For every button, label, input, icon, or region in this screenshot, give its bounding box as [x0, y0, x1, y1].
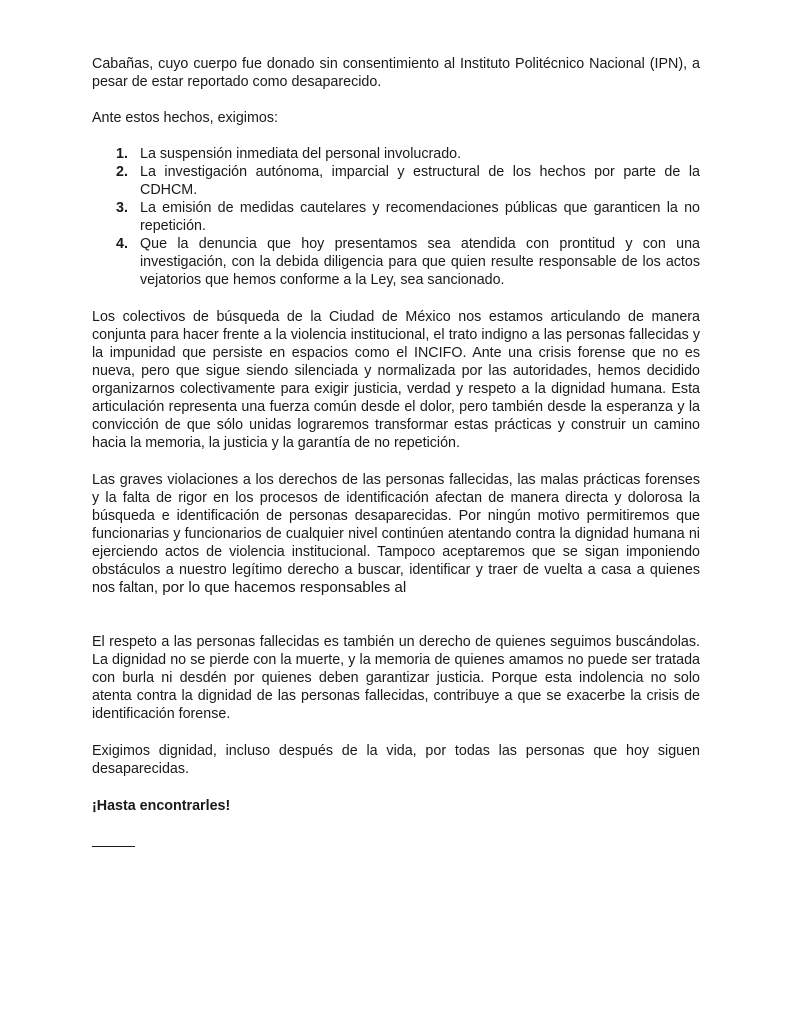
list-item — [92, 145, 700, 163]
demands-list — [92, 145, 700, 289]
closing-slogan: ¡Hasta encontrarles! — [92, 798, 231, 814]
list-item-number: 1. — [116, 146, 128, 162]
document-page — [92, 55, 700, 847]
paragraph-exigimos-lead: Ante estos hechos, exigimos: — [92, 110, 278, 126]
list-item — [92, 235, 700, 289]
list-item-text: La suspensión inmediata del personal involucrado. — [140, 146, 462, 162]
paragraph-respeto: El respeto a las personas fallecidas es también un derecho de quienes seguimos buscándolas. La dignidad no se pierde con la muerte, y la memoria de quienes amamos no puede ser tratada con burla ni desdén por quienes deben garantizar justicia. Porque esta indolencia no solo atenta contra la dignidad de las personas fallecidas, contribuye a que se exacerbe la crisis de identificación forense. — [92, 634, 700, 722]
paragraph-exigimos-dignidad: Exigimos dignidad, incluso después de la vida, por todas las personas que hoy siguen desaparecidas. — [92, 743, 700, 777]
paragraph-violaciones-tail: por lo que hacemos responsables al — [157, 579, 407, 596]
paragraph-intro: Cabañas, cuyo cuerpo fue donado sin consentimiento al Instituto Politécnico Nacional (IPN), a pesar de estar reportado como desaparecido. — [92, 56, 700, 90]
list-item-text: La investigación autónoma, imparcial y estructural de los hechos por parte de la CDHCM. — [140, 164, 700, 198]
paragraph-violaciones — [92, 471, 700, 597]
list-item-text: La emisión de medidas cautelares y recomendaciones públicas que garanticen la no repetición. — [140, 200, 700, 234]
list-item — [92, 199, 700, 235]
list-item — [92, 163, 700, 199]
list-item-text: Que la denuncia que hoy presentamos sea atendida con prontitud y con una investigación, con la debida diligencia para que quien resulte responsable de los actos vejatorios que hemos conforme a la Ley, sea sancionado. — [140, 236, 700, 288]
paragraph-colectivos: Los colectivos de búsqueda de la Ciudad de México nos estamos articulando de manera conjunta para hacer frente a la violencia institucional, el trato indigno a las personas fallecidas y la impunidad que persiste en espacios como el INCIFO. Ante una crisis forense que no es nueva, pero que sigue siendo silenciada y normalizada por las autoridades, hemos decidido organizarnos colectivamente para exigir justicia, verdad y respeto a la dignidad humana. Esta articulación representa una fuerza común desde el dolor, pero también desde la esperanza y la convicción de que sólo unidas lograremos transformar estas prácticas y construir un camino hacia la memoria, la justicia y la garantía de no repetición. — [92, 309, 700, 451]
paragraph-violaciones-body: Las graves violaciones a los derechos de las personas fallecidas, las malas prácticas forenses y la falta de rigor en los procesos de identificación afectan de manera directa y dolorosa la búsqueda e identificación de personas desaparecidas. Por ningún motivo permitiremos que funcionarias y funcionarios de cualquier nivel continúen atentando contra la dignidad humana ni ejerciendo actos de violencia institucional. Tampoco aceptaremos que se sigan imponiendo obstáculos a nuestro legítimo derecho a buscar, identificar y traer de vuelta a casa a quienes nos faltan, — [92, 472, 700, 596]
signature-line — [92, 846, 135, 847]
list-item-number: 3. — [116, 200, 128, 216]
list-item-number: 2. — [116, 164, 128, 180]
list-item-number: 4. — [116, 236, 128, 252]
